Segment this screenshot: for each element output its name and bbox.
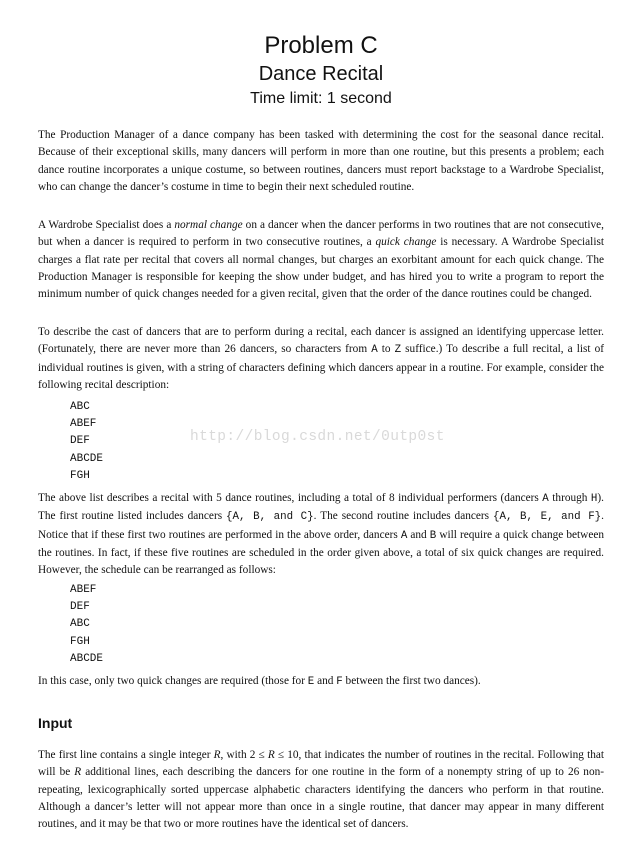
- variable-r: R: [267, 749, 275, 761]
- time-limit: Time limit: 1 second: [250, 90, 392, 107]
- quick-change-term: quick change: [375, 236, 437, 249]
- example-line: FGH: [70, 635, 90, 648]
- variable-r: R: [74, 766, 82, 779]
- normal-change-term: normal change: [174, 219, 243, 231]
- input-text: The first line contains a single integer R, with 2 ≤ R ≤ 10, that indicates the number of routines in the recital. Following that will be R additional lines, each describing the dancers for one routine in the form of a nonempty string of up to 26 non-repeating, lexicographically sorted uppercase alphabetic characters identifying the dancers who perform in that routine. Although a dancer’s letter will not appear more than once in a single routine, that dancer may appear in many different routines, and it may be that two or more routines have the identical set of dancers.: [38, 749, 605, 831]
- explanation-paragraph: [38, 490, 604, 579]
- example-line: DEF: [70, 601, 90, 614]
- example-line: ABC: [70, 618, 90, 631]
- example-line: ABEF: [70, 418, 97, 431]
- cast-text: To describe the cast of dancers that are to perform during a recital, each dancer is assigned an identifying uppercase letter. (Fortunately, there are never more than 26 dancers, so characters from A to Z suffice.) To describe a full recital, a list of individual routines is given, with a string of characters defining which dancers appear in a routine. For example, consider the following recital description:: [38, 326, 604, 391]
- cast-paragraph: [38, 324, 604, 394]
- quick-change-paragraph: [38, 217, 604, 303]
- example-line: ABEF: [70, 584, 97, 596]
- input-paragraph: [38, 747, 604, 833]
- example-line: ABCDE: [70, 652, 104, 665]
- example-recital-2: [70, 582, 103, 668]
- conclusion-text: In this case, only two quick changes are required (those for E and F between the first two dances).: [38, 675, 481, 688]
- quick-change-text: A Wardrobe Specialist does a normal change on a dancer when the dancer performs in two routines that are not consecutive, but when a dancer is required to perform in two consecutive routines, a quick change is necessary. A Wardrobe Specialist charges a flat rate per recital that covers all normal changes, but charges an exorbitant amount for each quick change. The Production Manager is responsible for keeping the show under budget, and has hired you to write a program to report the minimum number of quick changes needed for a given recital, given that the order of the dance routines could be changed.: [38, 219, 604, 301]
- explanation-text: The above list describes a recital with 5 dance routines, including a total of 8 individual performers (dancers A through H). The first routine listed includes dancers {A, B, and C}. The second routine includes dancers {A, B, E, and F}. Notice that if these first two routines are performed in the above order, dancers A and B will require a quick change between the routines. In fact, if these five routines are scheduled in the order given above, a total of six quick changes are required. However, the schedule can be rearranged as follows:: [38, 492, 605, 577]
- intro-text: The Production Manager of a dance company has been tasked with determining the cost for the seasonal dance recital. Because of their exceptional skills, many dancers will perform in more than one routine, but this presents a problem; each dance routine incorporates a unique costume, so between routines, dancers must report backstage to a Wardrobe Specialist, who can change the dancer’s costume in time to begin their next scheduled routine.: [38, 129, 604, 193]
- problem-title: Dance Recital: [258, 63, 384, 85]
- intro-paragraph: [38, 127, 604, 196]
- variable-r: R: [213, 749, 221, 761]
- example-line: ABCDE: [70, 452, 104, 465]
- conclusion-paragraph: [38, 673, 604, 691]
- problem-label: Problem C: [264, 32, 378, 59]
- blog-watermark: http://blog.csdn.net/0utp0st: [190, 429, 445, 445]
- input-heading: Input: [38, 715, 73, 731]
- example-line: ABC: [70, 401, 90, 413]
- example-line: DEF: [70, 435, 90, 448]
- example-line: FGH: [70, 469, 90, 482]
- example-recital-1: [70, 399, 103, 485]
